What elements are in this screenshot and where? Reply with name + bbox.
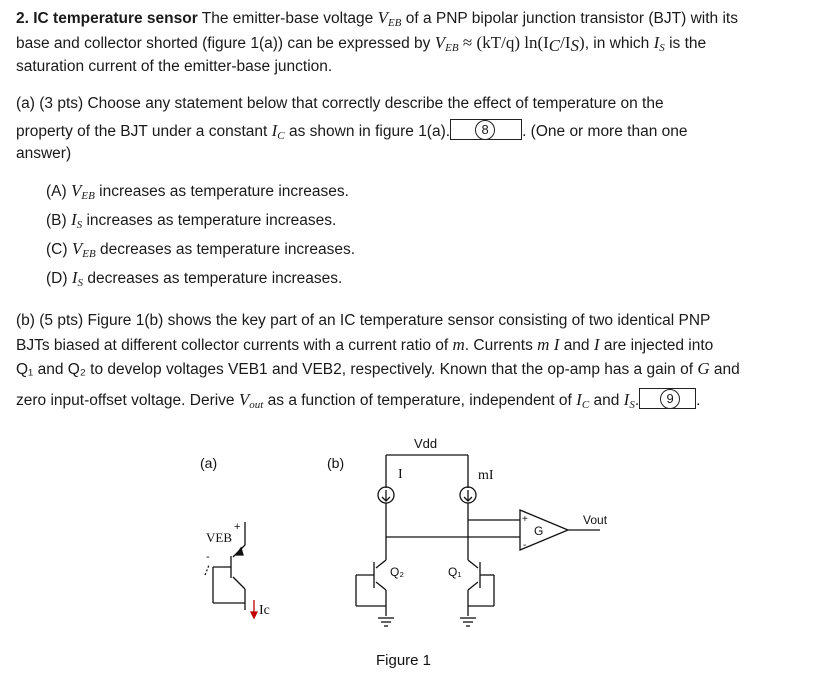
question-intro-line3: saturation current of the emitter-base junction. <box>16 58 333 75</box>
q1-label: Q₁ <box>448 565 462 579</box>
part-a-line3: answer) <box>16 145 72 162</box>
question-header: 2. IC temperature sensor <box>16 10 198 27</box>
gain-label: G <box>534 524 544 538</box>
question-intro-line1: 2. IC temperature sensor The emitter-base voltage $V_{EB}$ of a PNP bipolar junction transistor (BJT) with its <box>16 8 738 29</box>
vdd-label: Vdd <box>414 436 438 451</box>
option-c: (C) $V_{EB}$ decreases as temperature increases. <box>46 239 356 260</box>
part-b-line2: BJTs biased at different collector currents with a current ratio of m. Currents m I and I are injected into <box>16 335 714 354</box>
part-a-line1: (a) (3 pts) Choose any statement below that correctly describe the effect of temperature on the <box>16 95 664 112</box>
svg-text:+: + <box>522 514 528 525</box>
part-a-line2: property of the BJT under a constant $I_C$ as shown in figure 1(a). 8 . (One or more than one <box>16 121 688 142</box>
figure-b-circuit <box>356 436 608 626</box>
figure-caption: Figure 1 <box>376 652 432 669</box>
svg-text:-: - <box>523 540 527 551</box>
answer-number-9: 9 <box>660 389 680 409</box>
figure-label-a: (a) <box>200 455 218 471</box>
plus-sign: + <box>234 521 241 533</box>
figure-label-b: (b) <box>327 455 345 471</box>
vout-label: Vout <box>583 513 608 527</box>
current-i-label: I <box>398 467 403 482</box>
question-intro-line2: base and collector shorted (figure 1(a)) can be expressed by $V_{EB} \approx (kT/q)$ $\ln(I_C/I_S)$, in which $I_S$ is the <box>16 33 707 55</box>
answer-number-8: 8 <box>475 120 495 140</box>
minus-sign: - <box>206 551 210 563</box>
current-mi-label: mI <box>478 468 494 483</box>
option-d: (D) $I_S$ decreases as temperature increases. <box>46 268 343 289</box>
option-b: (B) $I_S$ increases as temperature increases. <box>46 210 337 231</box>
veb-label: VEB <box>206 530 232 545</box>
option-a: (A) $V_{EB}$ increases as temperature increases. <box>46 181 349 202</box>
figure-a-bjt <box>205 521 270 618</box>
ic-label: Ic <box>259 603 270 618</box>
part-b-line1: (b) (5 pts) Figure 1(b) shows the key part of an IC temperature sensor consisting of two identical PNP <box>16 312 711 329</box>
part-b-line4: zero input-offset voltage. Derive $V_{out}$ as a function of temperature, independent of $I_C$ and $I_S$. 9 . <box>16 390 701 411</box>
q2-label: Q₂ <box>390 565 404 579</box>
part-b-line3: Q₁ and Q₂ to develop voltages VEB1 and VEB2, respectively. Known that the op-amp has a gain of G and <box>16 359 740 378</box>
